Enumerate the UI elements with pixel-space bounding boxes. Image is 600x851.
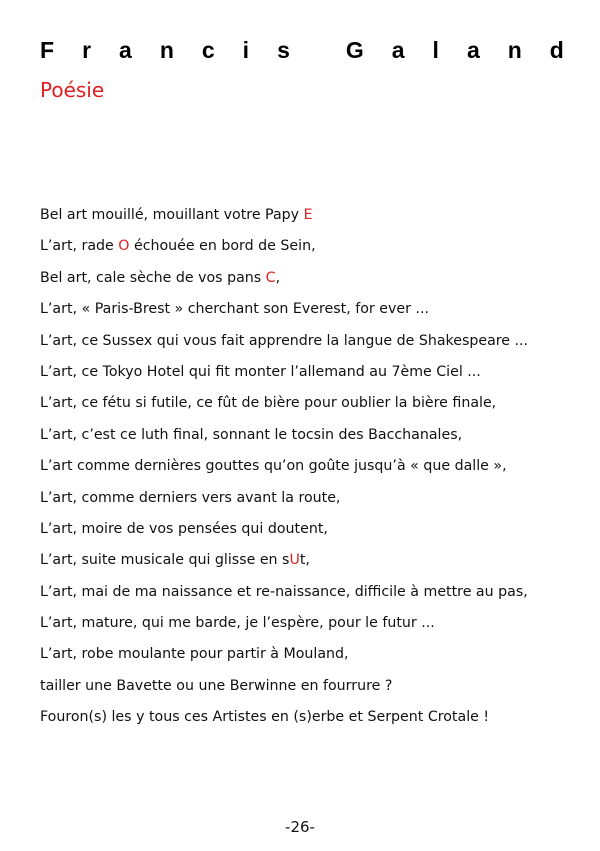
line-text: ,: [275, 269, 281, 286]
author-letter: G: [345, 37, 364, 63]
poem-line: [40, 702, 580, 733]
poem-line: [40, 608, 580, 639]
line-text: L’art, c’est ce luth final, sonnant le tocsin des Bacchanales,: [40, 426, 463, 443]
poem-line: [40, 451, 580, 482]
line-text: échouée en bord de Sein,: [129, 238, 316, 255]
author-letter: d: [549, 37, 564, 63]
poem-line: [40, 639, 580, 670]
author-name: [40, 36, 564, 64]
poem-line: [40, 263, 580, 294]
line-text: L’art, ce Tokyo Hotel qui fit monter l’allemand au 7ème Ciel ...: [40, 363, 481, 380]
highlighted-letter: O: [118, 238, 130, 255]
poem-line: [40, 231, 580, 262]
author-letter: a: [391, 37, 405, 63]
poem-line: [40, 294, 580, 325]
author-letter: a: [119, 37, 132, 63]
line-text: Fouron(s) les y tous ces Artistes en (s)erbe et Serpent Crotale !: [40, 709, 490, 726]
poem-line: [40, 577, 580, 608]
highlighted-letter: C: [265, 269, 276, 286]
line-text: L’art comme dernières gouttes qu’on goûte jusqu’à « que dalle »,: [40, 458, 507, 475]
author-letter: F: [40, 37, 55, 63]
line-text: L’art, suite musicale qui glisse en s: [40, 552, 290, 569]
category-label: Poésie: [40, 78, 105, 102]
author-letter: i: [242, 37, 250, 63]
line-text: L’art, moire de vos pensées qui doutent,: [40, 520, 328, 537]
page-number: -26-: [285, 818, 315, 836]
line-text: L’art, rade: [40, 238, 119, 255]
line-text: Bel art, cale sèche de vos pans: [40, 269, 266, 286]
author-letter: n: [507, 37, 522, 63]
author-letter: c: [201, 37, 215, 63]
poem-line: [40, 514, 580, 545]
line-text: L’art, « Paris-Brest » cherchant son Everest, for ever ...: [40, 301, 429, 318]
author-letter: l: [432, 37, 439, 63]
line-text: L’art, comme derniers vers avant la route,: [40, 489, 341, 506]
author-letter: s: [277, 37, 290, 63]
author-letter: r: [82, 37, 92, 63]
highlighted-letter: E: [303, 207, 313, 223]
poem-line: [40, 545, 580, 576]
author-letter: a: [466, 37, 480, 63]
highlighted-letter: U: [289, 552, 300, 569]
poem-line: [40, 671, 580, 702]
poem-line: [40, 200, 580, 231]
line-text: L’art, robe moulante pour partir à Mouland,: [40, 646, 349, 663]
poem-body: [40, 200, 580, 734]
author-letter: n: [159, 37, 174, 63]
line-text: L’art, mature, qui me barde, je l’espère, pour le futur ...: [40, 615, 435, 632]
line-text: L’art, ce fétu si futile, ce fût de bière pour oublier la bière finale,: [40, 395, 497, 412]
poem-line: [40, 357, 580, 388]
line-text: L’art, ce Sussex qui vous fait apprendre la langue de Shakespeare ...: [40, 332, 529, 349]
poem-line: [40, 388, 580, 419]
poem-line: [40, 326, 580, 357]
line-text: Bel art mouillé, mouillant votre Papy: [40, 207, 304, 223]
line-text: L’art, mai de ma naissance et re-naissance, difficile à mettre au pas,: [40, 583, 528, 600]
line-text: t,: [299, 552, 310, 569]
poem-line: [40, 483, 580, 514]
line-text: tailler une Bavette ou une Berwinne en fourrure ?: [40, 677, 393, 694]
poem-line: [40, 420, 580, 451]
